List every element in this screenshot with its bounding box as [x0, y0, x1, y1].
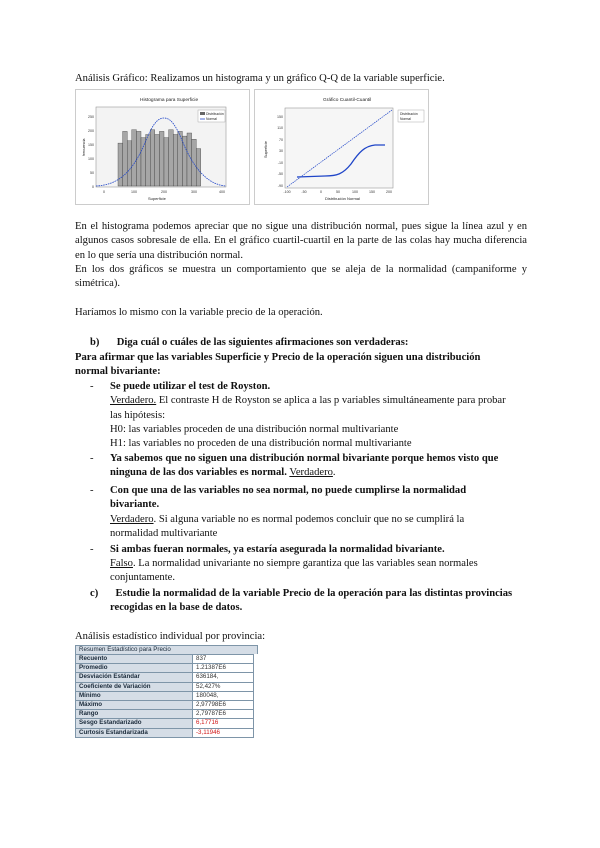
bullet-dash: - — [90, 453, 94, 464]
hist-ytick: 0 — [92, 185, 94, 189]
stats-label: Promedio — [76, 664, 193, 673]
qq-ytick: -50 — [277, 172, 283, 176]
stats-value: 837 — [193, 655, 254, 664]
stats-table — [75, 654, 254, 738]
stats-value: -3,11946 — [193, 728, 254, 737]
qq-ytick: -90 — [277, 184, 283, 188]
qq-xtick: 150 — [369, 190, 375, 194]
histogram-bar — [182, 136, 187, 186]
hist-ytick: 200 — [88, 129, 94, 133]
stats-row — [76, 682, 254, 691]
hist-xtick: 0 — [103, 190, 105, 194]
stats-label: Sesgo Estandarizado — [76, 719, 193, 728]
intro-text: Análisis Gráfico: Realizamos un histograma y un gráfico Q-Q de la variable superficie. — [75, 73, 445, 84]
hypothesis-h0: H0: las variables proceden de una distribución normal multivariante — [110, 424, 399, 435]
bullet-3-line-4: normalidad multivariante — [110, 528, 218, 539]
stats-label: Desviación Estándar — [76, 673, 193, 682]
bullet-2-line-2 — [110, 466, 336, 480]
qq-legend-1: Distribución — [400, 112, 418, 116]
qq-figure — [254, 89, 429, 205]
bullet-dash: - — [90, 544, 94, 555]
hist-ytick: 150 — [88, 143, 94, 147]
stats-row — [76, 700, 254, 709]
stats-row — [76, 664, 254, 673]
stats-label: Coeficiente de Variación — [76, 682, 193, 691]
histogram-bar — [150, 130, 155, 186]
hist-legend-1: Distribución — [206, 112, 224, 116]
stats-row — [76, 691, 254, 700]
question-b-sub-1: Para afirmar que las variables Superficie y Precio de la operación siguen una distribución — [75, 352, 481, 363]
qq-ylabel: Superficie — [264, 141, 268, 158]
histogram-bar — [118, 143, 123, 186]
histogram-bar — [159, 131, 164, 186]
stats-value: 180048, — [193, 691, 254, 700]
stats-value: 636184, — [193, 673, 254, 682]
histogram-bar — [146, 135, 151, 187]
hist-ytick: 100 — [88, 157, 94, 161]
qq-xtick: 50 — [336, 190, 340, 194]
stats-value: 1.21387E6 — [193, 664, 254, 673]
stats-value: 2,79787E6 — [193, 710, 254, 719]
stats-label: Rango — [76, 710, 193, 719]
bullet-1-line-2: las hipótesis: — [110, 410, 166, 421]
histogram-bar — [141, 138, 146, 186]
question-c-label: c) — [90, 588, 99, 599]
qq-xtick: 0 — [320, 190, 322, 194]
stats-value: 6,17716 — [193, 719, 254, 728]
qq-ytick: -10 — [277, 161, 283, 165]
qq-ytick: 110 — [277, 126, 283, 130]
qq-xtick: 100 — [352, 190, 358, 194]
bullet-3-line-3 — [110, 513, 464, 527]
qq-xlabel: Distribución Normal — [325, 196, 360, 201]
hist-ytick: 50 — [90, 171, 94, 175]
qq-ytick: 30 — [279, 149, 283, 153]
histogram-bar — [173, 135, 178, 187]
bullet-dash: - — [90, 381, 94, 392]
hist-xtick: 300 — [191, 190, 197, 194]
histogram-figure — [75, 89, 250, 205]
answer-verdadero-2: Verdadero — [289, 467, 333, 478]
hypothesis-h1: H1: las variables no proceden de una distribución normal multivariante — [110, 438, 412, 449]
bullet-4-line-2 — [110, 557, 478, 571]
stats-label: Mínimo — [76, 691, 193, 700]
hist-legend-2: Normal — [206, 117, 217, 121]
histogram-bar — [123, 131, 128, 186]
question-b-sub-2: normal bivariante: — [75, 366, 161, 377]
bullet-2-statement-end: ninguna de las dos variables es normal. — [110, 467, 287, 478]
hist-xtick: 100 — [131, 190, 137, 194]
bullet-3-explanation: . Si alguna variable no es normal podemos concluir que no se cumplirá la — [153, 514, 465, 525]
bullet-1-title: Se puede utilizar el test de Royston. — [110, 381, 271, 392]
bullet-4-line-3: conjuntamente. — [110, 572, 176, 583]
qq-ytick: 70 — [279, 138, 283, 142]
bullet-4-explanation: . La normalidad univariante no siempre garantiza que las variables sean normales — [132, 558, 478, 569]
histogram-bar — [155, 135, 160, 187]
qq-title: Gráfico Cuantil-Cuantil — [323, 98, 372, 103]
qq-ytick: 150 — [277, 115, 283, 119]
analysis-label: Análisis estadístico individual por provincia: — [75, 631, 266, 642]
bullet-3-line-1: Con que una de las variables no sea normal, no puede cumplirse la normalidad — [110, 485, 467, 496]
answer-falso: Falso — [110, 558, 133, 569]
qq-xtick: -100 — [283, 190, 291, 194]
histogram-bar — [178, 131, 183, 186]
stats-value: 2,97798E6 — [193, 700, 254, 709]
histogram-bar — [192, 139, 197, 186]
stats-label: Curtosis Estandarizada — [76, 728, 193, 737]
stats-row — [76, 673, 254, 682]
question-b-text: Diga cuál o cuáles de las siguientes afirmaciones son verdaderas: — [116, 337, 409, 348]
hist-ylabel: frecuencia — [82, 138, 86, 156]
hist-ytick: 250 — [88, 115, 94, 119]
stats-row — [76, 719, 254, 728]
bullet-1-explanation: El contraste H de Royston se aplica a las p variables simultáneamente para probar — [156, 395, 506, 406]
bullet-dash: - — [90, 485, 94, 496]
hist-xtick: 400 — [219, 190, 225, 194]
stats-row — [76, 710, 254, 719]
histogram-bar — [164, 138, 169, 186]
stats-row — [76, 728, 254, 737]
question-c — [90, 587, 512, 601]
bullet-2-period: . — [332, 467, 336, 478]
stats-row — [76, 655, 254, 664]
bullet-3-line-2: bivariante. — [110, 499, 160, 510]
hist-xtick: 200 — [161, 190, 167, 194]
hist-xlabel: Superficie — [148, 196, 166, 201]
qq-legend-2: Normal — [400, 117, 411, 121]
paragraph-precio: Haríamos lo mismo con la variable precio de la operación. — [75, 307, 323, 318]
question-c-text-2: recogidas en la base de datos. — [110, 602, 243, 613]
answer-verdadero-3: Verdadero — [110, 514, 154, 525]
stats-summary-table — [75, 645, 258, 738]
bullet-4-title: Si ambas fueran normales, ya estaría asegurada la normalidad bivariante. — [110, 544, 445, 555]
bullet-2-line-1: Ya sabemos que no siguen una distribución normal bivariante porque hemos visto que — [110, 453, 499, 464]
histogram-title: Histograma para Superficie — [140, 98, 199, 103]
stats-value: 52,427% — [193, 682, 254, 691]
question-b-label: b) — [90, 337, 100, 348]
histogram-bar — [169, 130, 174, 186]
stats-label: Recuento — [76, 655, 193, 664]
qq-xtick: 200 — [386, 190, 392, 194]
question-c-text-1: Estudie la normalidad de la variable Precio de la operación para las distintas provincias — [115, 588, 513, 599]
bullet-1-line-1 — [110, 394, 506, 408]
histogram-bar — [127, 141, 132, 186]
qq-xtick: -50 — [301, 190, 307, 194]
paragraph-histogram-analysis: En el histograma podemos apreciar que no sigue una distribución normal, pues sigue la línea azul y en algunos casos sobresale de ella. En el gráfico cuartil-cuartil en la parte de las colas hay mucha diferencia en lo que sería una distribución normal. — [75, 221, 527, 261]
question-b — [90, 336, 408, 350]
histogram-bar — [187, 133, 192, 186]
histogram-bar — [132, 130, 137, 186]
stats-label: Máximo — [76, 700, 193, 709]
stats-table-title: Resumen Estadístico para Precio — [75, 645, 258, 654]
answer-verdadero-1: Verdadero. — [110, 395, 157, 406]
paragraph-normality: En los dos gráficos se muestra un comportamiento que se aleja de la normalidad (campaniforme y simétrica). — [75, 264, 527, 290]
